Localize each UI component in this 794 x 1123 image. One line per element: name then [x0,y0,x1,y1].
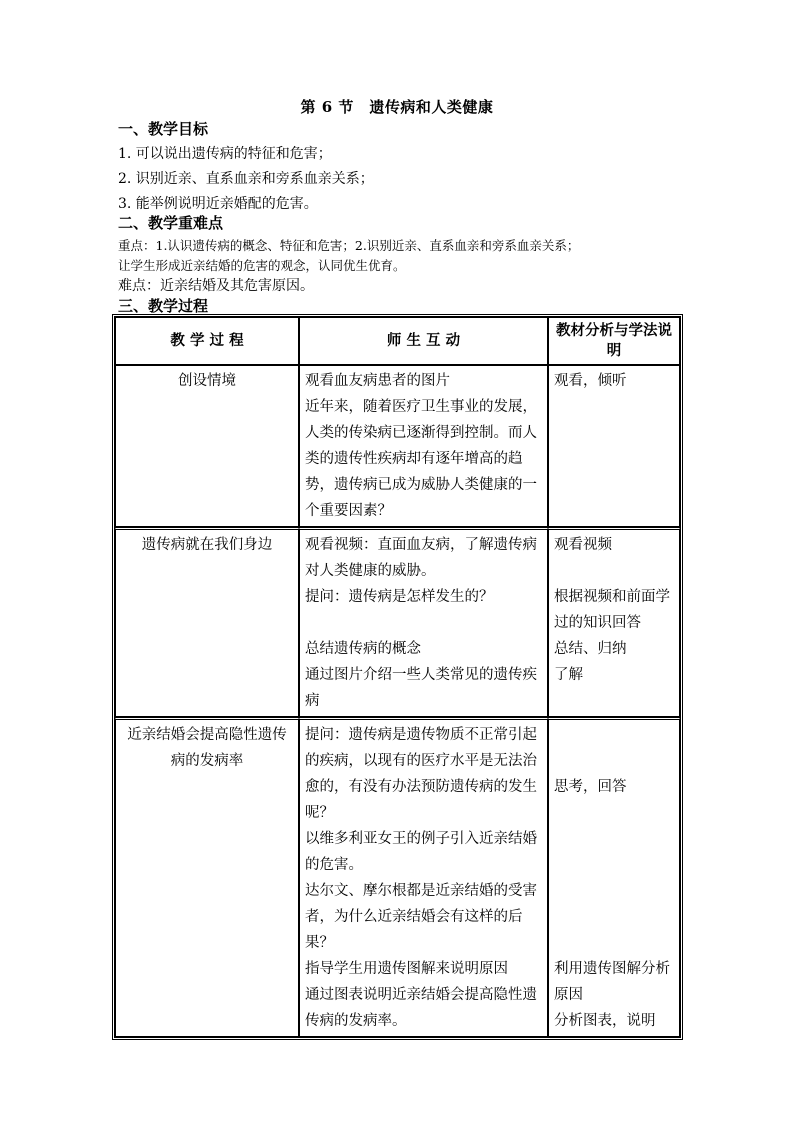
key-heading: 二、教学重难点 [118,214,224,232]
table-row [115,717,680,1037]
analysis-cell: 观看视频 根据视频和前面学过的知识回答 总结、归纳 了解 [548,527,680,717]
table-row [115,365,680,527]
interaction-cell: 观看视频：直面血友病，了解遗传病对人类健康的威胁。 提问：遗传病是怎样发生的？ 总结遗传病的概念 通过图片介绍一些人类常见的遗传疾病 [299,527,548,717]
goal-item: 2. 识别近亲、直系血亲和旁系血亲关系； [118,171,374,187]
difficulty: 难点：近亲结婚及其危害原因。 [118,278,314,294]
table-row [115,527,680,717]
stage-cell: 近亲结婚会提高隐性遗传病的发病率 [115,717,299,1037]
goals-heading: 一、教学目标 [118,120,209,138]
process-heading: 三、教学过程 [118,297,209,315]
page-title: 第 6 节 遗传病和人类健康 [300,98,494,116]
key-points-2: 让学生形成近亲结婚的危害的观念，认同优生优育。 [118,258,406,273]
analysis-cell: 思考，回答 利用遗传图解分析原因 分析图表，说明 [548,717,680,1037]
interaction-cell: 观看血友病患者的图片 近年来，随着医疗卫生事业的发展，人类的传染病已逐渐得到控制。而人类的遗传性疾病却有逐年增高的趋势，遗传病已成为威胁人类健康的一个重要因素？ [299,365,548,527]
header-interaction: 师 生 互 动 [299,317,548,365]
header-analysis: 教材分析与学法说明 [548,317,680,365]
analysis-cell: 观看，倾听 [548,365,680,527]
interaction-cell: 提问：遗传病是遗传物质不正常引起的疾病，以现有的医疗水平是无法治愈的，有没有办法预防遗传病的发生呢？ 以维多利亚女王的例子引入近亲结婚的危害。 达尔文、摩尔根都是近亲结婚的受害者，为什么近亲结婚会有这样的后果？ 指导学生用遗传图解来说明原因 通过图表说明近亲结婚会提高隐性遗传病的发病率。 [299,717,548,1037]
stage-cell: 遗传病就在我们身边 [115,527,299,717]
goal-item: 1. 可以说出遗传病的特征和危害； [118,146,332,162]
header-stage: 教 学 过 程 [115,317,299,365]
key-points: 重点：1.认识遗传病的概念、特征和危害；2.识别近亲、直系血亲和旁系血亲关系； [118,238,580,253]
stage-cell: 创设情境 [115,365,299,527]
teaching-process-table [112,314,683,1040]
table-header-row [115,317,680,365]
goal-item: 3. 能举例说明近亲婚配的危害。 [118,196,318,212]
